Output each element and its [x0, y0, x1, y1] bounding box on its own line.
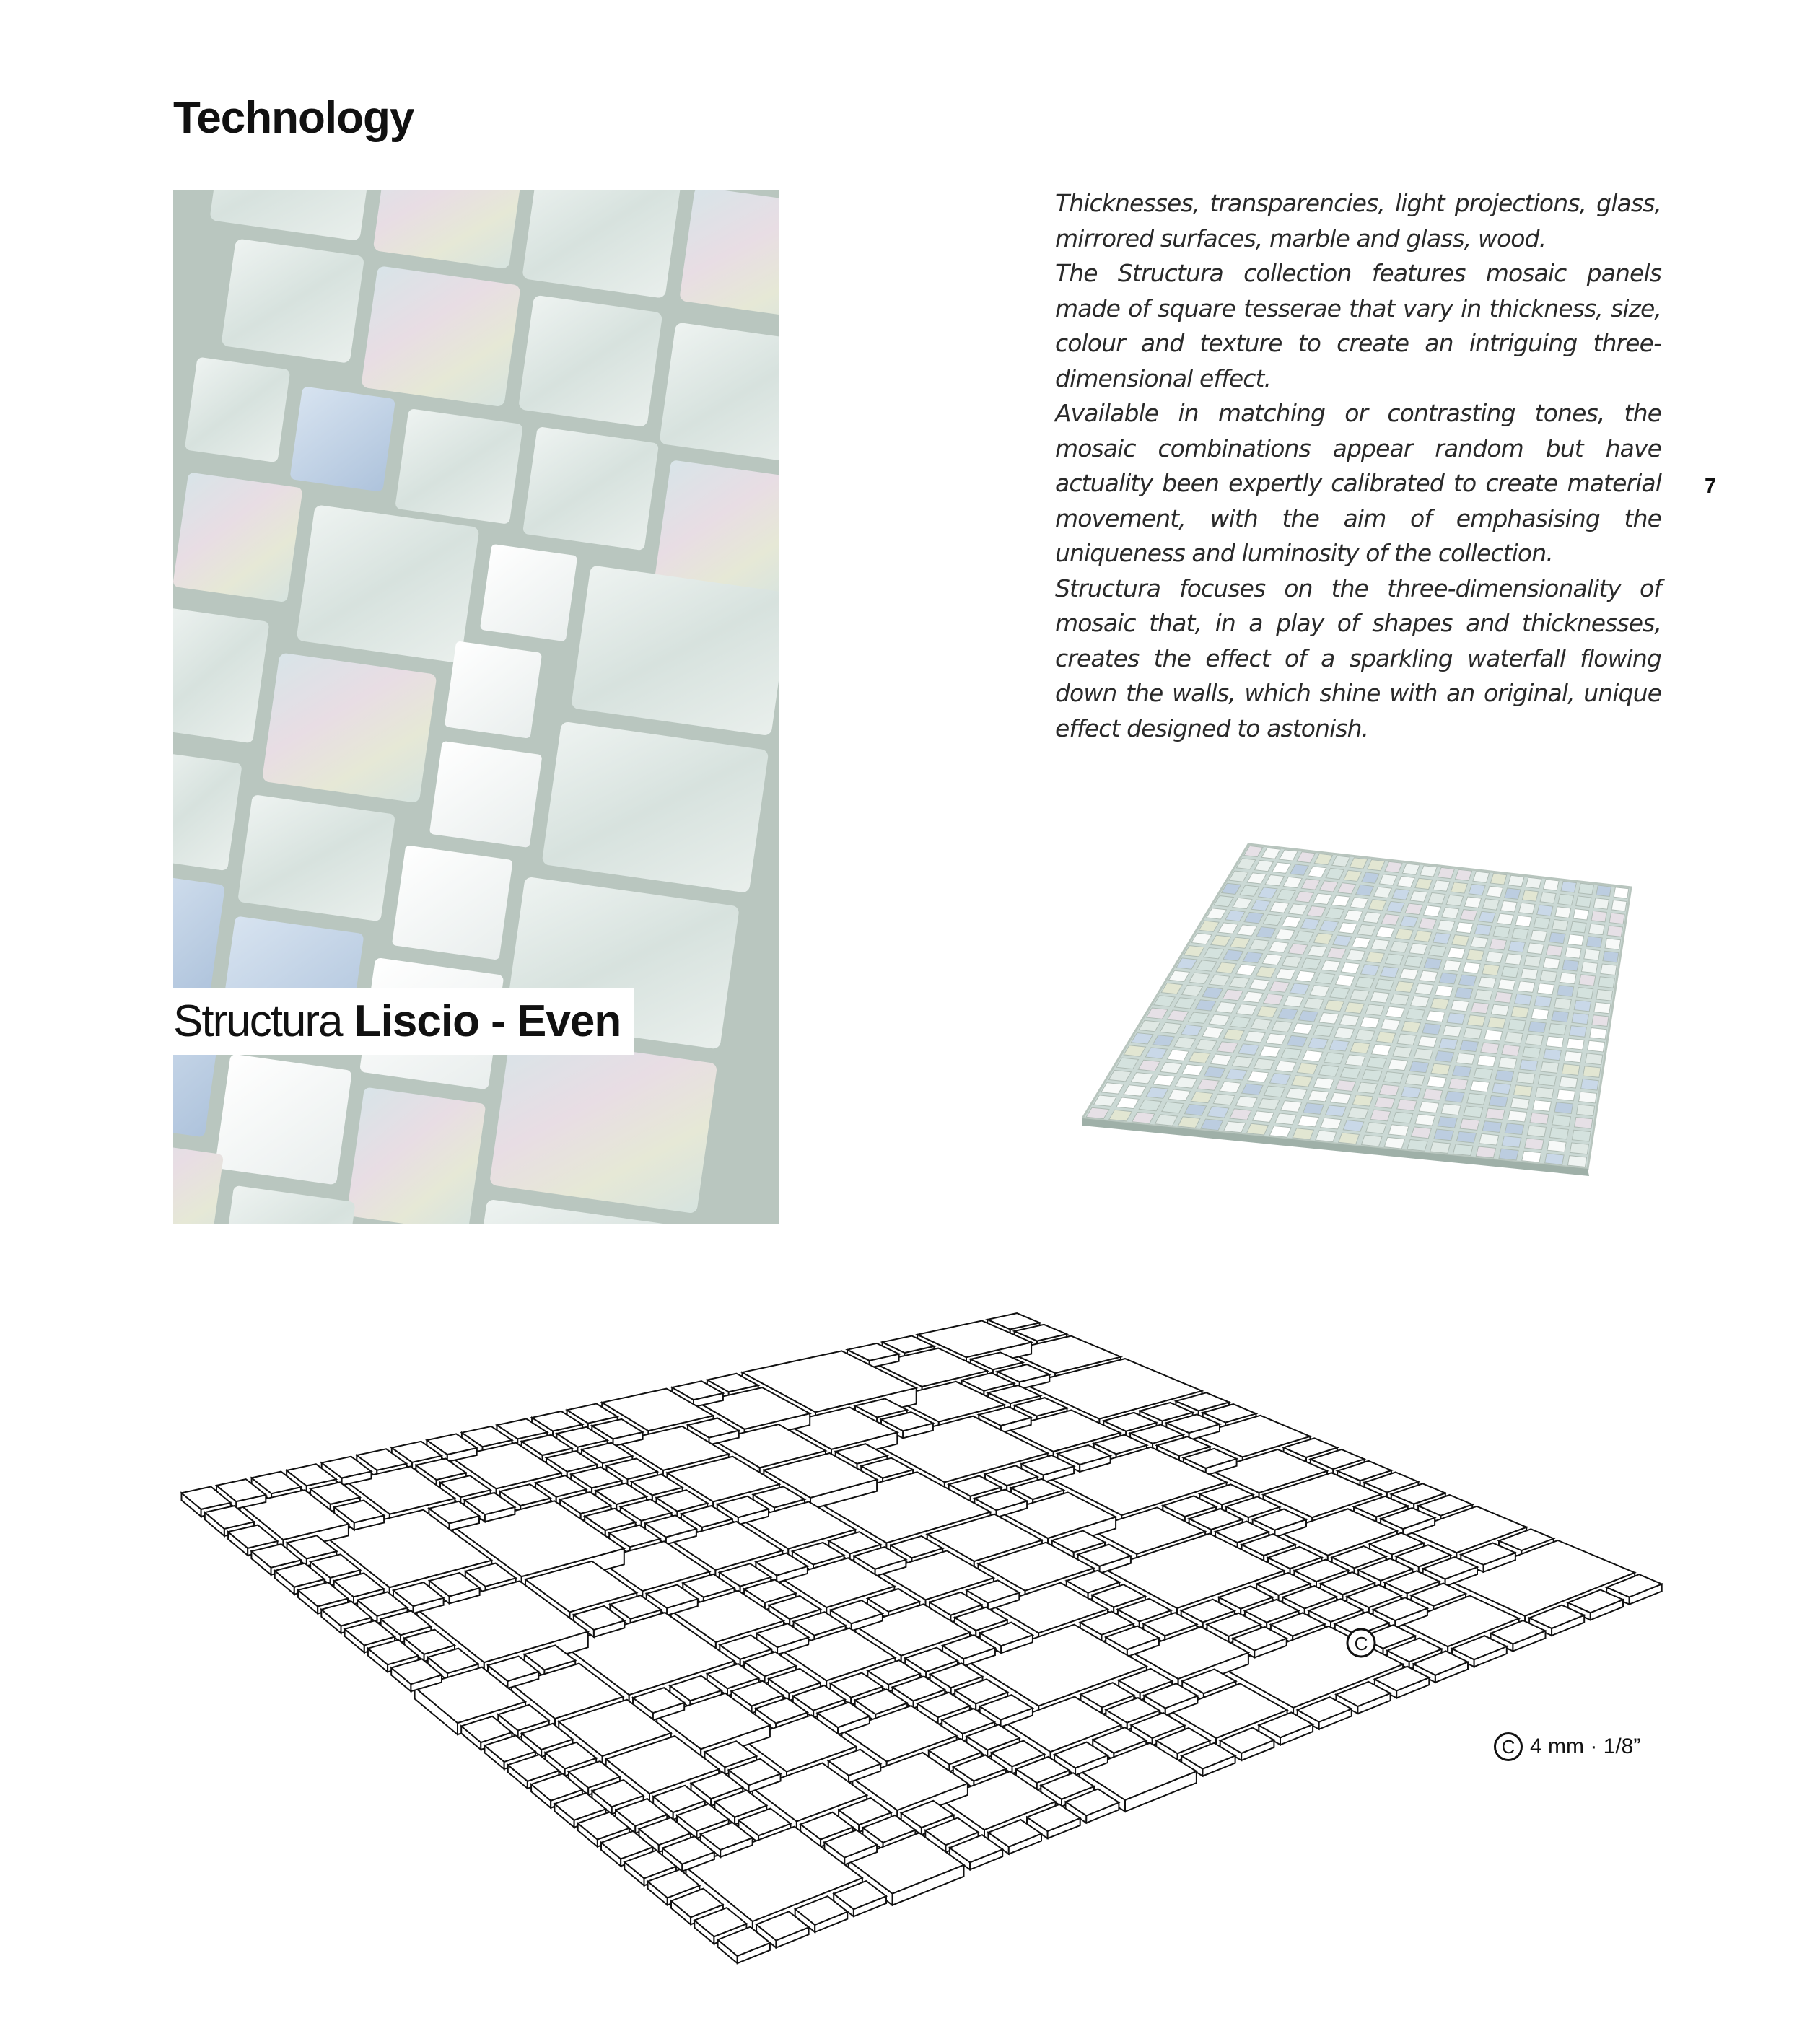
mosaic-tile — [1552, 1011, 1569, 1022]
mosaic-tile — [1423, 1089, 1443, 1100]
mosaic-tile — [1464, 1027, 1482, 1039]
mosaic-tile — [1505, 888, 1521, 900]
mosaic-tile — [1464, 1106, 1483, 1118]
mosaic-tile — [1577, 1105, 1595, 1116]
mosaic-tile — [1591, 911, 1606, 922]
mosaic-tile — [1418, 1036, 1437, 1048]
mosaic-tile — [1487, 886, 1503, 897]
mosaic-tile — [1530, 1113, 1549, 1124]
mosaic-tile — [1593, 898, 1609, 910]
mosaic-tile — [1607, 926, 1623, 937]
mosaic-tile — [1422, 1023, 1441, 1035]
mosaic-tile — [1404, 956, 1422, 968]
mosaic-tile — [1343, 1120, 1364, 1132]
mosaic-tile — [1470, 1081, 1489, 1092]
mosaic-tile — [1605, 939, 1621, 950]
mosaic-tile — [1547, 945, 1563, 957]
mosaic-tile — [1519, 903, 1536, 914]
mosaic-tile — [1471, 1002, 1489, 1014]
mosaic-tile — [1370, 992, 1389, 1004]
mosaic-tile — [1397, 1100, 1417, 1111]
mosaic-tile — [1565, 947, 1582, 959]
collection-name: Structura — [173, 996, 342, 1046]
mosaic-tile — [1357, 1082, 1378, 1094]
mosaic-tile — [1431, 1063, 1451, 1075]
mosaic-tile — [1247, 1123, 1269, 1135]
mosaic-tile — [1499, 1149, 1518, 1160]
mosaic-tile — [1540, 892, 1556, 903]
mosaic-tile — [1420, 970, 1438, 982]
mosaic-tile — [1376, 1032, 1396, 1043]
mosaic-tile — [1576, 896, 1591, 908]
mosaic-tile — [1596, 885, 1611, 897]
mosaic-tile — [1438, 920, 1455, 931]
mosaic-tile — [1508, 875, 1524, 887]
mosaic-tile — [1487, 1017, 1505, 1029]
mosaic-tile — [1477, 1056, 1496, 1067]
mosaic-tile — [1316, 1131, 1337, 1142]
mosaic-tile — [1381, 1019, 1401, 1031]
variant-name: Liscio - Even — [354, 996, 621, 1046]
thickness-legend-icon: C — [1494, 1732, 1523, 1761]
mosaic-tile — [1481, 1043, 1500, 1054]
mosaic-tile — [1375, 1097, 1395, 1109]
mosaic-tile — [1479, 1133, 1499, 1145]
mosaic-tile — [1567, 1156, 1586, 1167]
mosaic-tile — [1601, 964, 1617, 975]
mosaic-tile — [1502, 1136, 1521, 1148]
mosaic-tile — [1303, 1103, 1324, 1115]
mosaic-tile — [1388, 1125, 1409, 1136]
mosaic-tile — [1411, 1127, 1431, 1139]
mosaic-tile — [1555, 907, 1571, 918]
thickness-value: 4 mm · 1/8” — [1530, 1734, 1641, 1758]
mosaic-tile — [1414, 1049, 1433, 1061]
mosaic-tile — [1495, 1070, 1514, 1082]
mosaic-tile — [1570, 1026, 1587, 1038]
mosaic-tile — [1308, 1090, 1329, 1102]
mosaic-tile — [1428, 945, 1446, 957]
mosaic-tile — [1486, 952, 1503, 963]
mosaic-tile — [1415, 983, 1433, 995]
mosaic-tile — [1594, 1002, 1611, 1014]
mosaic-tile — [1515, 916, 1532, 927]
mosaic-tile — [1510, 1098, 1529, 1110]
mosaic-tile — [1424, 905, 1441, 917]
mosaic-tile — [1456, 1053, 1475, 1065]
mosaic-tile — [1590, 1028, 1607, 1040]
mosaic-tile — [1439, 1038, 1458, 1050]
mosaic-tile — [1514, 1085, 1533, 1097]
mosaic-tile — [1560, 973, 1576, 984]
mosaic-tile — [1448, 1079, 1468, 1090]
mosaic-tile — [1370, 1110, 1391, 1121]
mosaic-tile — [1493, 926, 1510, 938]
mosaic-tile — [1502, 966, 1519, 978]
mosaic-tile — [1560, 1076, 1578, 1088]
mosaic-tile — [1401, 1087, 1421, 1098]
mosaic-tile — [1522, 890, 1538, 902]
mosaic-tile — [1345, 1055, 1365, 1066]
mosaic-tile — [1334, 1027, 1354, 1039]
mosaic-tile — [1292, 1076, 1313, 1087]
mosaic-tile — [1484, 1030, 1503, 1041]
mosaic-tile — [1603, 951, 1619, 962]
mosaic-tile — [1427, 1076, 1446, 1088]
mosaic-tile — [1534, 918, 1550, 929]
mosaic-tile — [1313, 1078, 1334, 1089]
mosaic-tile — [1352, 1095, 1373, 1107]
mosaic-tile — [1446, 895, 1464, 905]
description-paragraph: The Structura collection features mosaic panels made of square tesserae that vary in thickness, size, colour and texture to create an intriguing three-dimensional effect. — [1055, 259, 1661, 392]
mosaic-tile — [1405, 1074, 1425, 1086]
mosaic-tile — [1589, 924, 1605, 935]
mosaic-tile — [1588, 1040, 1605, 1052]
mosaic-tile — [1498, 1058, 1517, 1069]
mosaic-tile — [1298, 1115, 1318, 1127]
mosaic-tile — [1492, 1083, 1511, 1095]
mosaic-sheet-image — [1082, 837, 1645, 1176]
mosaic-tile — [1474, 924, 1492, 936]
description-paragraph: Thicknesses, transparencies, light projections, glass, mirrored surfaces, marble and glass, wood. — [1055, 189, 1661, 253]
mosaic-tile — [1579, 975, 1596, 986]
mosaic-tile — [1331, 1092, 1351, 1104]
mosaic-tile — [1419, 1102, 1438, 1113]
mosaic-tile — [1490, 939, 1507, 950]
product-caption — [173, 988, 634, 1055]
mosaic-tile — [1326, 1105, 1347, 1117]
mosaic-tile — [1443, 1025, 1461, 1037]
mosaic-tile — [1395, 981, 1414, 993]
mosaic-tile — [1269, 1126, 1291, 1138]
mosaic-tile — [1544, 1049, 1562, 1061]
mosaic-tile — [1537, 905, 1553, 916]
mosaic-tile — [1375, 979, 1394, 991]
mosaic-tile — [1415, 1114, 1435, 1126]
mosaic-tile — [1491, 1004, 1509, 1016]
mosaic-tile — [1533, 1100, 1552, 1112]
mosaic-tile — [1502, 1045, 1520, 1056]
mosaic-tile — [1362, 1070, 1382, 1082]
mosaic-tile — [1567, 934, 1583, 946]
mosaic-tile — [1361, 1135, 1382, 1146]
mosaic-tile — [1505, 954, 1522, 965]
mosaic-tile — [1442, 908, 1459, 919]
mosaic-tile — [1383, 1072, 1403, 1084]
mosaic-tile — [1534, 996, 1552, 1007]
mosaic-tile — [1517, 1072, 1535, 1084]
page-title: Technology — [173, 93, 414, 143]
mosaic-tile — [1611, 900, 1627, 911]
mosaic-tile — [1460, 910, 1477, 921]
mosaic-tile — [1490, 874, 1507, 885]
mosaic-tile — [1525, 1139, 1544, 1150]
mosaic-tile — [1451, 882, 1467, 893]
mosaic-tile — [1565, 1051, 1582, 1063]
mosaic-tile — [1474, 1068, 1492, 1079]
mosaic-tile — [1543, 957, 1560, 969]
mosaic-tile — [1360, 1017, 1380, 1029]
mosaic-tile — [1388, 1059, 1408, 1071]
mosaic-tile — [1471, 937, 1488, 948]
mosaic-tile — [1552, 920, 1568, 931]
mosaic-tile — [1409, 943, 1427, 955]
mosaic-tile — [1572, 1013, 1589, 1025]
mosaic-tile — [1482, 964, 1500, 975]
mosaic-tile — [1547, 1141, 1566, 1152]
mosaic-tile — [1293, 1128, 1313, 1140]
mosaic-tile — [1379, 1084, 1399, 1096]
mosaic-tile — [1348, 1107, 1368, 1119]
mosaic-tile — [1435, 1051, 1453, 1063]
mosaic-tile — [1451, 1000, 1469, 1012]
mosaic-tile — [1528, 1022, 1546, 1033]
mosaic-sheet-photo — [1082, 837, 1645, 1180]
mosaic-tile — [1511, 1006, 1528, 1018]
mosaic-tile — [1609, 913, 1624, 924]
mosaic-tile — [1561, 882, 1577, 893]
mosaic-tile — [1537, 983, 1554, 995]
mosaic-tile — [1431, 998, 1449, 1009]
mosaic-tile — [1340, 1067, 1360, 1079]
thickness-marker-letter: C — [1354, 1633, 1368, 1654]
mosaic-tile — [1526, 1034, 1544, 1045]
mosaic-tile — [1473, 872, 1490, 882]
mosaic-tile — [1596, 989, 1613, 1001]
mosaic-tile — [1581, 1079, 1599, 1090]
mosaic-tile — [1350, 1042, 1370, 1053]
mosaic-tile — [1464, 897, 1481, 908]
mosaic-tile — [1414, 931, 1432, 942]
mosaic-tile — [1455, 988, 1473, 999]
mosaic-tile — [1365, 1004, 1385, 1016]
mosaic-tile — [1497, 913, 1513, 925]
mosaic-tile — [1520, 1060, 1538, 1071]
mosaic-tile — [1536, 1087, 1554, 1099]
mosaic-tile — [1393, 1047, 1412, 1058]
mosaic-tile — [1424, 958, 1442, 970]
mosaic-tile — [1391, 994, 1409, 1006]
mosaic-tile — [1452, 935, 1469, 947]
mosaic-tile — [1345, 1002, 1365, 1014]
mosaic-tile — [1498, 979, 1515, 991]
mosaic-tile — [1538, 1074, 1556, 1086]
mosaic-tile — [1430, 1142, 1451, 1154]
mosaic-tile — [1443, 960, 1461, 972]
description-text — [1055, 186, 1661, 746]
mosaic-tile — [1554, 998, 1572, 1009]
mosaic-tile — [1433, 933, 1451, 944]
mosaic-tile — [1479, 977, 1496, 988]
mosaic-tile — [1552, 1115, 1571, 1126]
mosaic-tile — [1321, 1118, 1342, 1129]
mosaic-tile — [1275, 1113, 1296, 1125]
mosaic-tile — [1562, 1064, 1580, 1076]
mosaic-tile — [1581, 962, 1598, 973]
mosaic-tile — [1547, 1036, 1564, 1048]
mosaic-tile — [1557, 1089, 1575, 1101]
mosaic-closeup-photo — [173, 190, 779, 1224]
mosaic-tile — [1527, 943, 1544, 955]
mosaic-tile — [1466, 949, 1484, 961]
mosaic-tile — [1541, 1062, 1559, 1074]
mosaic-tile — [1411, 996, 1430, 1007]
mosaic-tile — [1526, 877, 1541, 888]
mosaic-tile — [1549, 1128, 1568, 1139]
mosaic-tile — [1407, 1140, 1427, 1152]
mosaic-tile — [1318, 1065, 1339, 1076]
description-paragraph: Structura focuses on the three-dimensionality of mosaic that, in a play of shapes and thicknesses, creates the effect of a sparkling waterfall flowing down the walls, which shine with an original, unique effect designed to astonish. — [1055, 574, 1661, 742]
mosaic-tile — [1406, 1009, 1425, 1020]
mosaic-tile — [1554, 1102, 1573, 1114]
mosaic-tile — [1419, 918, 1436, 929]
mosaic-tile — [1467, 1015, 1485, 1027]
mosaic-tile — [1355, 1030, 1375, 1041]
mosaic-tile — [1286, 1088, 1307, 1100]
mosaic-line-drawing-svg — [166, 1299, 1689, 1970]
mosaic-tile — [1584, 949, 1600, 960]
mosaic-tile — [1384, 1137, 1404, 1149]
mosaic-tile — [1458, 975, 1477, 986]
mosaic-tile — [1505, 1032, 1523, 1043]
mosaic-tile — [1367, 1057, 1386, 1069]
mosaic-line-drawing — [166, 1299, 1689, 1973]
mosaic-tile — [1447, 1013, 1465, 1025]
mosaic-tile — [1381, 967, 1399, 978]
mosaic-tile — [1575, 1118, 1593, 1129]
mosaic-tile — [1512, 929, 1528, 940]
mosaic-tile — [1339, 1133, 1360, 1144]
mosaic-tile — [1448, 947, 1465, 959]
mosaic-tile — [1434, 1129, 1454, 1141]
mosaic-tile — [1577, 988, 1593, 999]
mosaic-tile — [1508, 941, 1525, 952]
mosaic-tile — [1469, 884, 1485, 895]
mosaic-tile — [1427, 1011, 1445, 1022]
mosaic-tile — [1329, 1040, 1350, 1051]
mosaic-tile — [1486, 1108, 1505, 1120]
mosaic-tile — [1508, 1110, 1526, 1122]
mosaic-tile — [1549, 1024, 1566, 1035]
mosaic-tile — [1489, 1096, 1508, 1107]
mosaic-tile — [1474, 990, 1492, 1001]
mosaic-tile — [1524, 956, 1541, 968]
mosaic-tile — [1386, 1006, 1404, 1018]
mosaic-tile — [1527, 1126, 1546, 1137]
mosaic-tile — [1579, 1092, 1597, 1103]
mosaic-tile — [1456, 869, 1472, 880]
mosaic-tile — [1583, 1066, 1601, 1078]
mosaic-tile — [1531, 1009, 1549, 1020]
mosaic-tile — [1558, 894, 1574, 905]
mosaic-tile — [1586, 937, 1602, 948]
mosaic-tile — [1324, 1053, 1344, 1064]
mosaic-tile — [1545, 1154, 1565, 1165]
mosaic-tile — [1339, 1015, 1359, 1027]
mosaic-closeup-image — [173, 190, 779, 1224]
mosaic-tile — [1445, 1091, 1464, 1102]
mosaic-tile — [1397, 1034, 1417, 1045]
mosaic-tile — [1567, 1038, 1584, 1050]
mosaic-tile — [1297, 1063, 1317, 1074]
mosaic-tile — [1479, 911, 1495, 923]
mosaic-tile — [1456, 922, 1474, 933]
mosaic-tile — [1531, 930, 1547, 942]
mosaic-tile — [1401, 1021, 1420, 1032]
mosaic-tile — [1523, 1047, 1541, 1058]
mosaic-tile — [1573, 909, 1589, 921]
mosaic-tile — [1515, 994, 1532, 1005]
mosaic-tile — [1460, 1119, 1479, 1131]
mosaic-tile — [1572, 1130, 1591, 1141]
mosaic-tile — [1570, 1143, 1588, 1154]
mosaic-tile — [1456, 1131, 1476, 1143]
description-paragraph: Available in matching or contrasting tones, the mosaic combinations appear random but have actuality been expertly calibrated to create material movement, with the aim of emphasising the uniqueness and luminosity of the collection. — [1055, 399, 1661, 567]
mosaic-tile — [1574, 1000, 1591, 1012]
mosaic-tile — [1467, 1093, 1487, 1105]
mosaic-tile — [1562, 960, 1579, 971]
mosaic-tile — [1544, 880, 1560, 891]
thickness-legend — [1494, 1730, 1640, 1763]
mosaic-tile — [1508, 1019, 1526, 1031]
mosaic-tile — [1540, 970, 1557, 982]
mosaic-tile — [1453, 1144, 1474, 1156]
mosaic-tile — [1400, 968, 1419, 980]
mosaic-tile — [1253, 1111, 1274, 1123]
mosaic-tile — [1371, 1045, 1391, 1056]
mosaic-tile — [1482, 1121, 1502, 1133]
mosaic-tile — [1281, 1101, 1302, 1113]
mosaic-tile — [1366, 1123, 1386, 1134]
mosaic-tile — [1409, 1061, 1429, 1073]
mosaic-tile — [1439, 973, 1457, 984]
mosaic-tile — [1476, 1146, 1495, 1158]
mosaic-tile — [1522, 1151, 1541, 1162]
mosaic-tile — [1578, 883, 1593, 895]
mosaic-tile — [1335, 1080, 1355, 1092]
mosaic-tile — [1598, 977, 1615, 988]
mosaic-tile — [1549, 932, 1566, 944]
mosaic-tile — [1592, 1015, 1609, 1027]
mosaic-tile — [1557, 986, 1573, 997]
mosaic-tile — [1521, 968, 1538, 980]
mosaic-tile — [1500, 901, 1517, 913]
mosaic-tile — [1393, 1112, 1413, 1123]
mosaic-tile — [1518, 981, 1535, 993]
mosaic-tile — [1438, 1117, 1457, 1128]
mosaic-tile — [1570, 921, 1586, 933]
page-number: 7 — [1705, 475, 1717, 498]
mosaic-tile — [1586, 1053, 1603, 1065]
mosaic-tile — [1482, 899, 1499, 911]
mosaic-tile — [1435, 986, 1453, 997]
mosaic-tile — [1463, 962, 1480, 974]
mosaic-tile — [1614, 887, 1629, 899]
mosaic-tile — [1441, 1104, 1461, 1115]
mosaic-tile — [1505, 1123, 1524, 1135]
mosaic-tile — [1495, 992, 1512, 1004]
mosaic-tile — [1453, 1066, 1471, 1077]
mosaic-tile — [1460, 1040, 1479, 1052]
